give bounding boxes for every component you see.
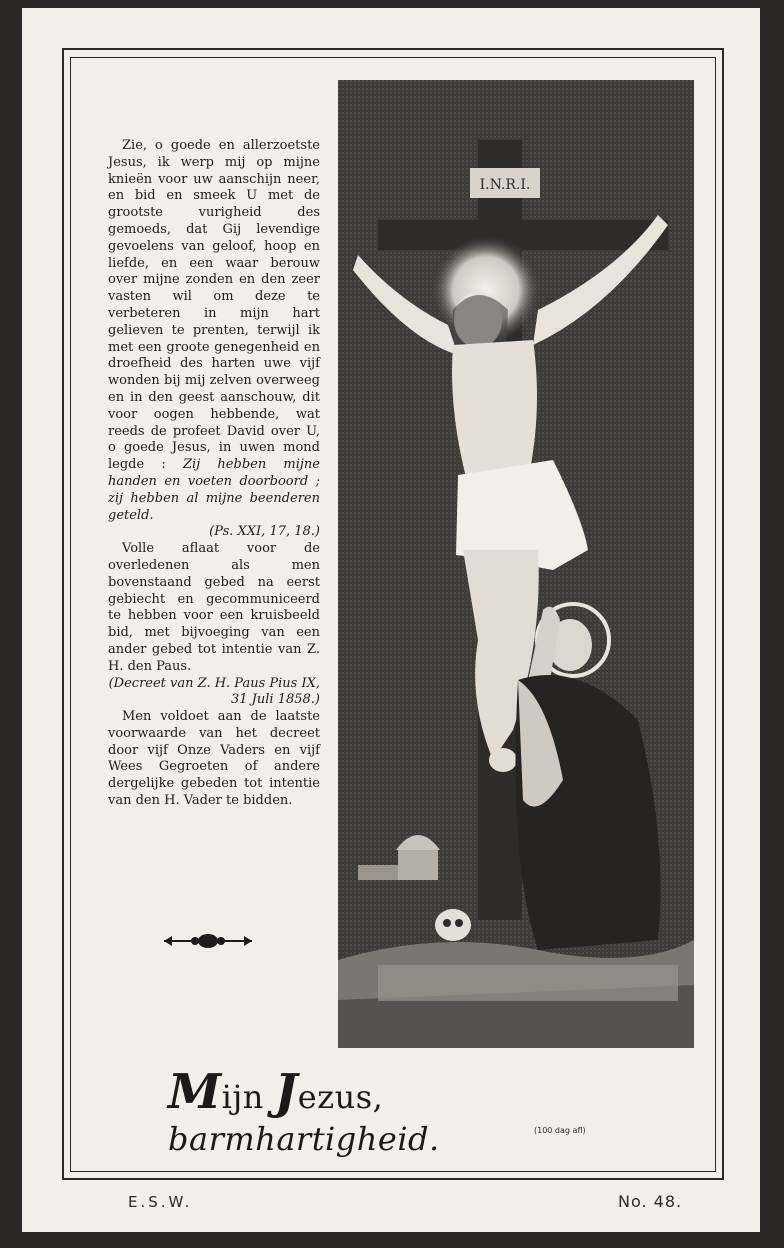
card-number: No. 48. — [618, 1192, 683, 1211]
skull-icon — [435, 909, 471, 941]
crucifixion-engraving — [338, 80, 694, 1048]
crucifixion-image — [338, 80, 694, 1048]
decree-reference: (Decreet van Z. H. Paus Pius IX, 31 Juli 1858.) — [108, 675, 320, 708]
caption-initial: M — [168, 1064, 222, 1120]
prayer-paragraph-1-body: Zie, o goede en allerzoetste Jesus, ik werp mij op mijne knieën voor uw aanschijn neer, en bid en smeek U met de grootste vurigheid des gemoeds, dat Gij levendige gevoelens van geloof, hoop en liefde, en een waar berouw over mijne zonden en den zeer vasten wil om deze te verbeteren in mijn hart gelieven te prenten, terwijl ik met een groote genegenheid en droefheid des harten uwe vijf wonden bij mij zelven overweeg en in den geest aanschouw, dit voor oogen hebbende, wat reeds de profeet David over U, o goede Jesus, in uwen mond legde : — [108, 138, 320, 473]
caption-second-initial: J — [274, 1064, 298, 1120]
indulgence-note: (100 dag afl) — [534, 1126, 586, 1135]
psalm-reference: (Ps. XXI, 17, 18.) — [209, 524, 320, 540]
prayer-paragraph-2: Volle aflaat voor de overledenen als men bovenstaand gebed na eerst gebiecht en gecommuniceerd te hebben voor een kruisbeeld bid, met bijvoeging van een ander gebed tot intentie van Z. H. den Paus. — [108, 541, 320, 674]
caption-word1-rest: ijn — [221, 1078, 264, 1116]
prayer-paragraph-1-quote: Zij hebben mijne handen en voeten doorboord ; zij hebben al mijne beenderen geteld. — [108, 457, 320, 523]
ornament-divider-icon — [162, 930, 254, 952]
prayer-text — [108, 138, 320, 810]
prayer-paragraph-1 — [108, 138, 320, 524]
prayer-paragraph-3: Men voldoet aan de laatste voorwaarde van het decreet door vijf Onze Vaders en vijf Wees Gegroeten of andere dergelijke gebeden tot intentie van den H. Vader te bidden. — [108, 709, 320, 809]
caption-word2-rest: ezus, — [297, 1078, 384, 1116]
inri-sign: I.N.R.I. — [479, 177, 531, 193]
caption-remainder: barmhartigheid. — [168, 1120, 440, 1158]
publisher-mark: E.S.W. — [128, 1193, 193, 1211]
